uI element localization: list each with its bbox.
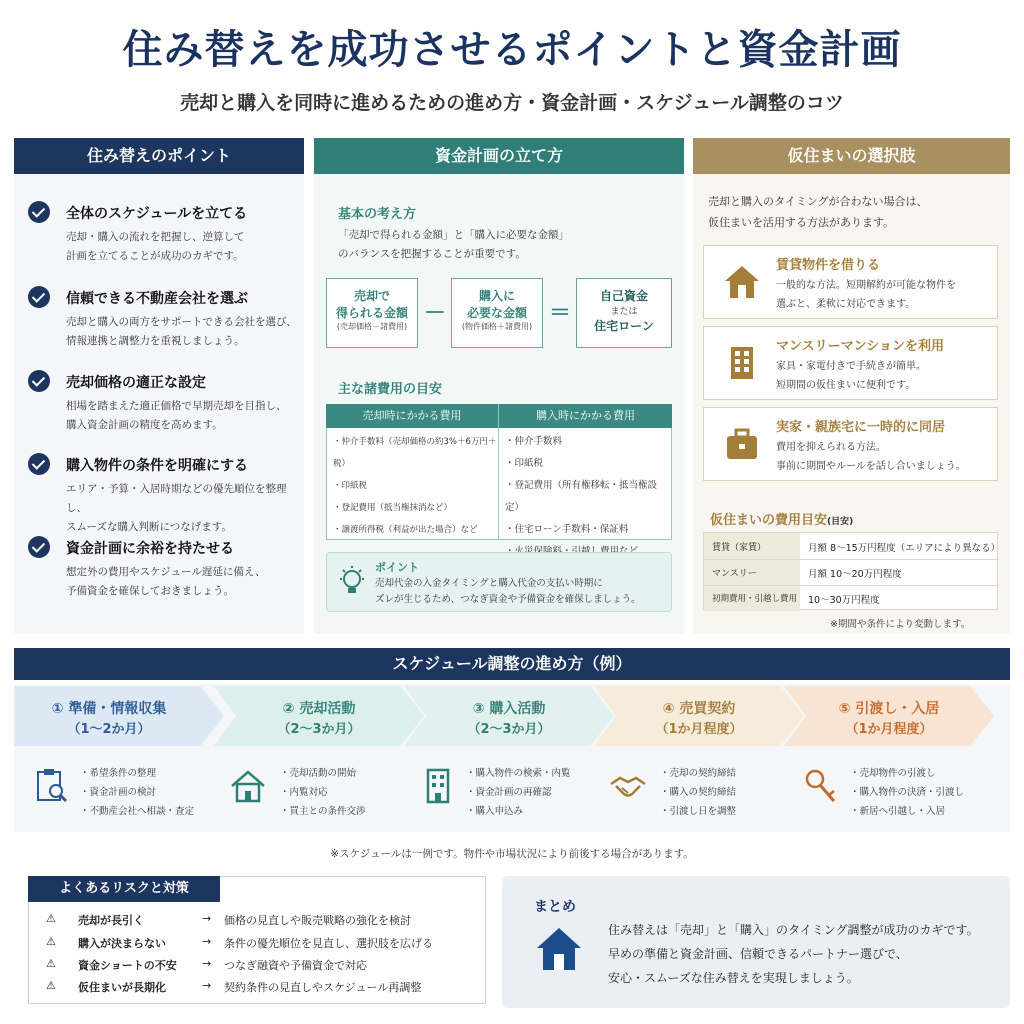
funding-heading: 資金計画の立て方 [314, 138, 684, 174]
check-icon [28, 286, 50, 308]
option-body: 一般的な方法。短期解約が可能な物件を 選ぶと、柔軟に対応できます。 [776, 280, 956, 310]
point-body: 相場を踏まえた適正価格で早期売却を目指し、 購入資金計画の精度を高めます。 [66, 400, 287, 431]
point-title: 信頼できる不動産会社を選ぶ [66, 291, 248, 307]
schedule-step-4 [594, 686, 804, 826]
point-label: ポイント [375, 561, 419, 574]
sale-amount-box: 売却で 得られる金額 (売却価格－諸費用) [326, 278, 418, 348]
temporary-intro: 売却と購入のタイミングが合わない場合は、 仮住まいを活用する方法があります。 [708, 195, 928, 229]
handshake-icon [608, 766, 648, 806]
point-text: 売却代金の入金タイミングと購入代金の支払い時期に ズレが生じるため、つなぎ資金や予備資金を確保しましょう。 [375, 578, 641, 605]
option-card-family [703, 407, 998, 481]
warning-icon: ⚠ [46, 979, 56, 992]
step-title: ③ 購入活動 [472, 701, 546, 717]
step-title: ② 売却活動 [282, 701, 356, 717]
point-body: エリア・予算・入居時期などの優先順位を整理し、 スムーズな購入判断につなげます。 [66, 483, 287, 533]
option-title: マンスリーマンションを利用 [776, 339, 945, 354]
option-body: 費用を抑えられる方法。 事前に期間やルールを話し合いましょう。 [776, 442, 966, 472]
check-icon [28, 201, 50, 223]
point-body: 売却・購入の流れを把握し、逆算して 計画を立てることが成功のカギです。 [66, 231, 245, 262]
check-icon [28, 370, 50, 392]
suitcase-icon [722, 424, 762, 464]
cost-row-label: 賃貸（家賃） [712, 543, 767, 553]
minus-sign: － [424, 301, 447, 326]
option-title: 実家・親族宅に一時的に同居 [776, 420, 946, 435]
step-title: ④ 売買契約 [662, 701, 736, 717]
point-title: 全体のスケジュールを立てる [66, 206, 248, 222]
step-items: ・購入物件の検索・内覧 ・資金計画の再確認 ・購入申込み [466, 768, 571, 817]
clipboard-search-icon [32, 766, 72, 806]
buy-costs-list: ・仲介手数料 ・印紙税 ・登記費用（所有権移転・抵当権設定） ・住宅ローン手数料・保証料 [505, 436, 658, 535]
check-icon [28, 536, 50, 558]
warning-icon: ⚠ [46, 957, 56, 970]
cost-row-value: 月額 8〜15万円程度（エリアにより異なる） [808, 543, 1001, 554]
warning-icon: ⚠ [46, 912, 56, 925]
building-outline-icon [418, 766, 458, 806]
option-card-monthly [703, 326, 998, 400]
point-body: 想定外の費用やスケジュール遅延に備え、 予備資金を確保しておきましょう。 [66, 566, 266, 597]
sell-costs-list: ・仲介手数料（売却価格の約3%＋6万円＋税） ・印紙税 ・登記費用（抵当権抹消など） ・譲渡所得税（利益が出た場合）など [333, 437, 497, 535]
summary-heading: まとめ [534, 899, 576, 915]
step-duration: （1〜2か月） [67, 722, 151, 737]
lightbulb-icon [337, 565, 367, 601]
summary-text: 住み替えは「売却」と「購入」のタイミング調整が成功のカギです。 早めの準備と資金計画、信頼できるパートナー選びで、 安心・スムーズな住み替えを実現しましょう。 [608, 923, 979, 985]
point-title: 購入物件の条件を明確にする [66, 458, 248, 474]
cost-row-value: 10〜30万円程度 [808, 595, 880, 606]
point-title: 売却価格の適正な設定 [66, 375, 206, 391]
step-items: ・売却の契約締結 ・購入の契約締結 ・引渡し日を調整 [660, 768, 737, 817]
temporary-note: ※期間や条件により変動します。 [830, 619, 971, 630]
step-items: ・売却物件の引渡し ・購入物件の決済・引渡し ・新居へ引越し・入居 [850, 768, 965, 817]
table-divider [498, 404, 499, 540]
step-duration: （2〜3か月） [277, 722, 361, 737]
step-title: ⑤ 引渡し・入居 [838, 701, 940, 717]
schedule-step-1 [14, 686, 224, 826]
schedule-heading: スケジュール調整の進め方（例） [14, 648, 1010, 680]
funding-source-box: 自己資金 または 住宅ローン [576, 278, 672, 348]
step-duration: （1か月程度） [655, 722, 743, 737]
temporary-heading: 仮住まいの選択肢 [693, 138, 1010, 174]
temporary-cost-heading: 仮住まいの費用目安(目安) [710, 513, 854, 528]
check-icon [28, 453, 50, 475]
schedule-step-5 [784, 686, 994, 826]
point-body: 売却と購入の両方をサポートできる会社を選び、 情報連携と調整力を重視しましょう。 [66, 316, 297, 347]
sell-costs-header: 売却時にかかる費用 [326, 404, 498, 428]
step-items: ・希望条件の整理 ・資金計画の検討 ・不動産会社へ相談・査定 [80, 768, 195, 817]
point-title: 資金計画に余裕を持たせる [66, 541, 234, 557]
key-icon [802, 766, 842, 806]
cost-row-value: 月額 10〜20万円程度 [808, 569, 902, 580]
option-card-rental [703, 245, 998, 319]
option-title: 賃貸物件を借りる [776, 258, 881, 273]
equals-sign: ＝ [549, 301, 572, 326]
schedule-step-2 [214, 686, 424, 826]
basic-heading: 基本の考え方 [338, 207, 417, 222]
page-title: 住み替えを成功させるポイントと資金計画 [122, 26, 902, 73]
purchase-amount-box: 購入に 必要な金額 (物件価格＋諸費用) [451, 278, 543, 348]
cost-row-label: 初期費用・引越し費用 [712, 594, 798, 604]
step-duration: （1か月程度） [845, 722, 933, 737]
page-subtitle: 売却と購入を同時に進めるための進め方・資金計画・スケジュール調整のコツ [180, 92, 844, 114]
warning-icon: ⚠ [46, 935, 56, 948]
points-heading: 住み替えのポイント [14, 138, 304, 174]
step-title: ① 準備・情報収集 [51, 701, 167, 717]
house-outline-icon [228, 766, 268, 806]
costs-heading: 主な諸費用の目安 [338, 382, 443, 397]
step-items: ・売却活動の開始 ・内覧対応 ・買主との条件交渉 [280, 768, 366, 817]
schedule-note: ※スケジュールは一例です。物件や市場状況により前後する場合があります。 [330, 848, 694, 860]
option-body: 家具・家電付きで手続きが簡単。 短期間の仮住まいに便利です。 [776, 361, 926, 391]
schedule-step-3 [404, 686, 614, 826]
funding-point-box [326, 552, 672, 612]
temporary-cost-table [703, 532, 1001, 610]
building-icon [722, 343, 762, 383]
buy-costs-header: 購入時にかかる費用 [499, 404, 672, 428]
house-icon [534, 924, 584, 974]
cost-row-label: マンスリー [712, 569, 757, 579]
step-duration: （2〜3か月） [467, 722, 551, 737]
house-icon [722, 262, 762, 302]
risks-heading: よくあるリスクと対策 [28, 876, 220, 902]
basic-text: 「売却で得られる金額」と「購入に必要な金額」 のバランスを把握することが重要です。 [338, 229, 569, 260]
